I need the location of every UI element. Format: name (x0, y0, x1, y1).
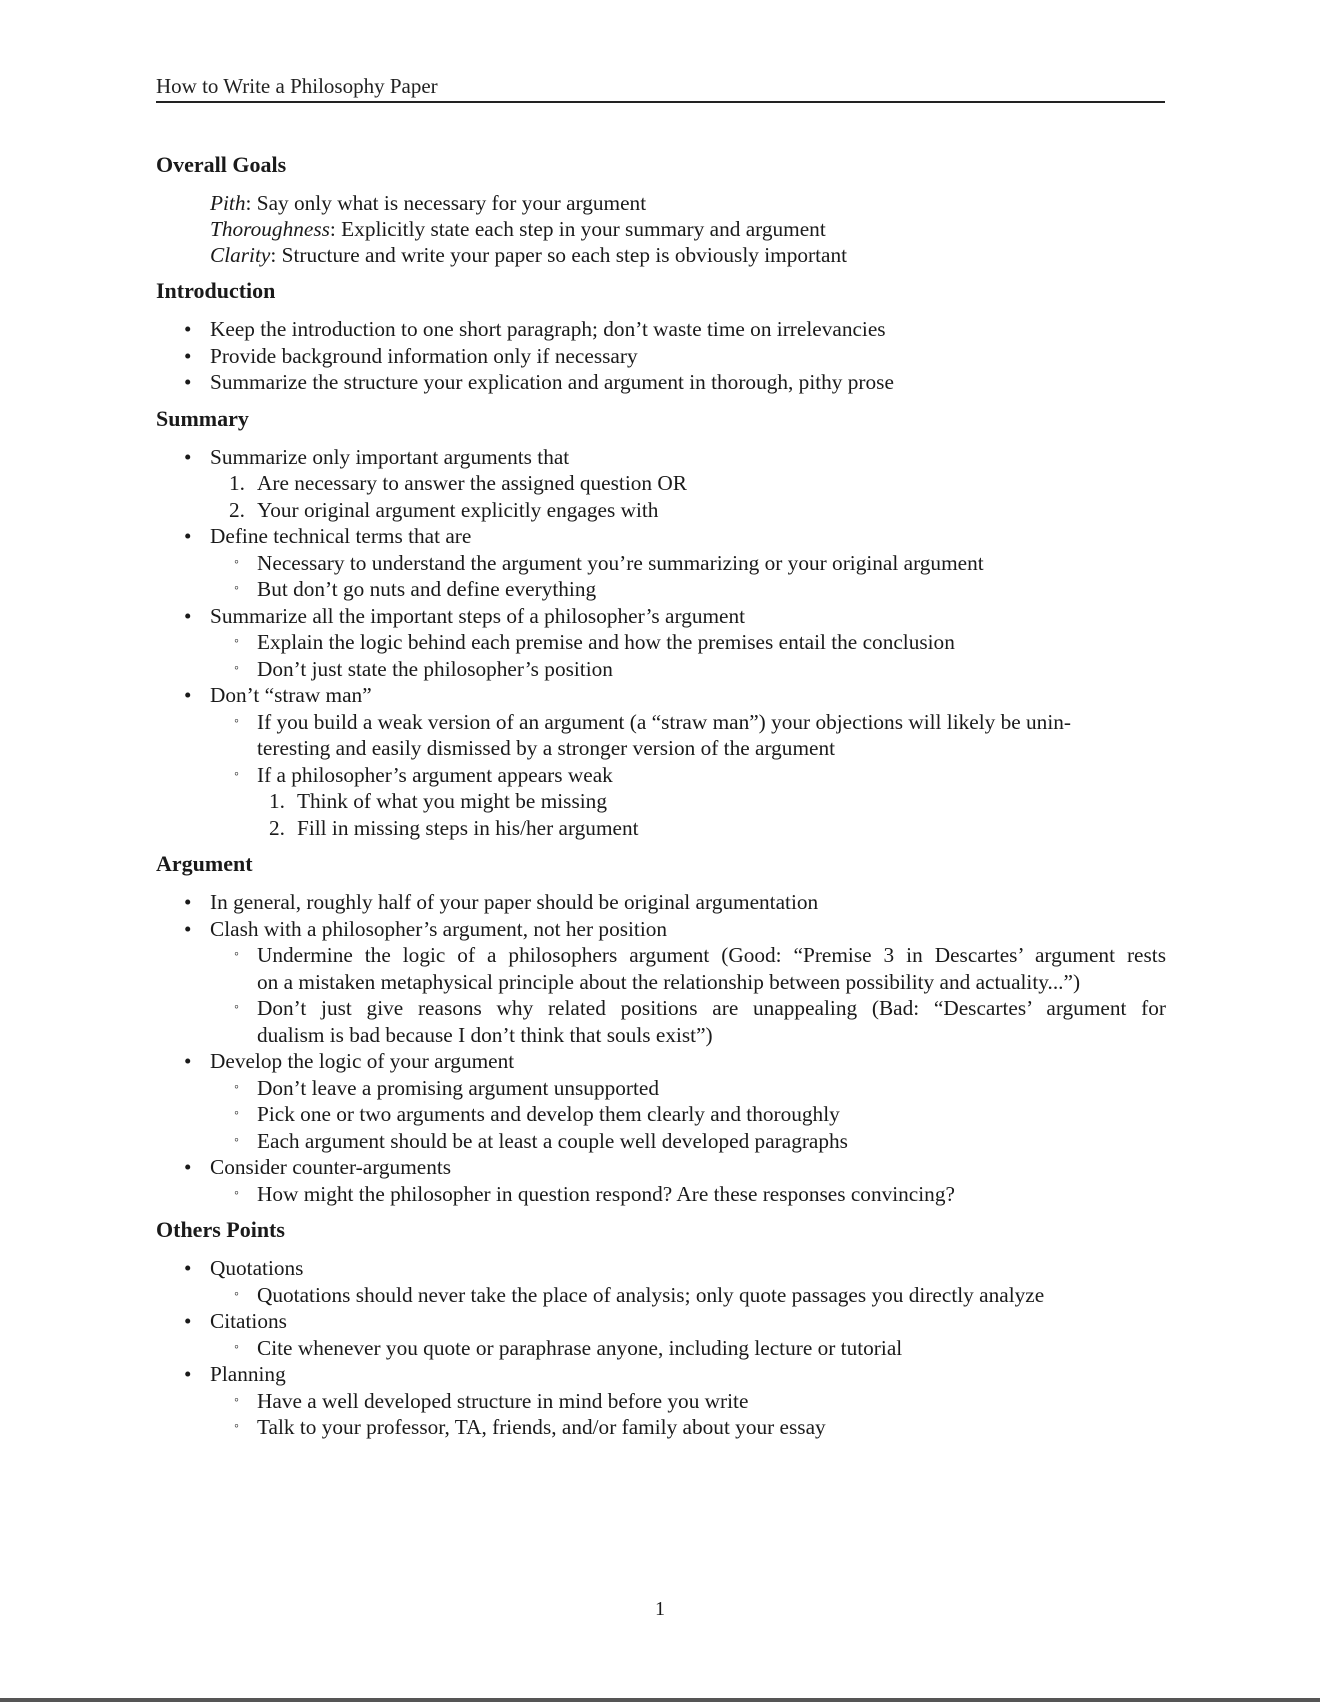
list-item-text: But don’t go nuts and define everything (257, 577, 597, 601)
goal-item (210, 242, 1166, 268)
section-other-points (156, 1217, 1166, 1441)
document-body (156, 152, 1166, 1451)
sub-item (210, 762, 1166, 842)
sub-item (210, 1335, 1166, 1362)
goal-term: Thoroughness (210, 217, 330, 241)
item-number: 2. (229, 497, 245, 522)
list-item (156, 1255, 1166, 1308)
list-item (156, 1048, 1166, 1154)
numbered-item (257, 788, 1166, 815)
list-item-text-continued: on a mistaken metaphysical principle about the relationship between possibility and actuality...”) (257, 969, 1081, 994)
section-overall-goals (156, 152, 1166, 268)
sub-item (210, 942, 1166, 995)
list-item-text: Necessary to understand the argument you’re summarizing or your original argument (257, 550, 984, 575)
bullet-icon: • (184, 317, 192, 341)
bullet-icon: • (184, 1155, 192, 1179)
list-item-text: Citations (210, 1309, 287, 1333)
page-number: 1 (655, 1598, 665, 1620)
bullet-icon: • (184, 1049, 192, 1073)
sub-item (210, 629, 1166, 656)
list-item-text-continued: dualism is bad because I don’t think that souls exist”) (257, 1022, 713, 1047)
item-number: 1. (269, 789, 285, 813)
section-heading: Summary (156, 405, 249, 431)
list-item-text: Cite whenever you quote or paraphrase anyone, including lecture or tutorial (257, 1335, 903, 1360)
sub-list (210, 1388, 1166, 1441)
list-item (156, 316, 1166, 343)
sub-item (210, 576, 1166, 603)
list-item-text: Clash with a philosopher’s argument, not her position (210, 916, 668, 941)
list-item-text: Summarize only important arguments that (210, 444, 570, 469)
list-item-text: Think of what you might be missing (297, 789, 607, 813)
goal-term: Pith (210, 191, 246, 215)
sub-item (210, 1075, 1166, 1102)
list-item (156, 603, 1166, 683)
sub-item (210, 1282, 1166, 1309)
list-item-text: Don’t leave a promising argument unsupported (257, 1075, 659, 1100)
bullet-icon: • (184, 683, 192, 707)
circle-bullet-icon: ◦ (234, 947, 239, 962)
section-argument (156, 851, 1166, 1207)
list-item-text: Your original argument explicitly engages with (257, 497, 659, 522)
circle-bullet-icon: ◦ (234, 1185, 239, 1201)
goal-item (210, 216, 1166, 242)
numbered-list (257, 788, 1166, 841)
circle-bullet-icon: ◦ (234, 1132, 239, 1148)
circle-bullet-icon: ◦ (234, 1392, 239, 1408)
list-item-text: If a philosopher’s argument appears weak (257, 762, 613, 787)
section-heading: Others Points (156, 1217, 285, 1242)
list-item-text: Quotations should never take the place of analysis; only quote passages you directly analyze (257, 1282, 1045, 1307)
page-bottom-edge (0, 1698, 1320, 1702)
list-item-text: Fill in missing steps in his/her argument (297, 815, 639, 840)
list-item-text: Define technical terms that are (210, 524, 472, 548)
list-item-text-continued: teresting and easily dismissed by a stronger version of the argument (257, 736, 836, 760)
list-item (156, 444, 1166, 524)
numbered-item (257, 815, 1166, 842)
circle-bullet-icon: ◦ (234, 1419, 239, 1434)
sub-list (210, 1075, 1166, 1155)
list-item-text: Summarize all the important steps of a philosopher’s argument (210, 603, 746, 628)
list-item (156, 369, 1166, 396)
list-item-text: Planning (210, 1362, 286, 1386)
bullet-icon: • (184, 444, 192, 469)
numbered-item (210, 470, 1166, 497)
circle-bullet-icon: ◦ (234, 1106, 239, 1121)
list-item-text: Explain the logic behind each premise and how the premises entail the conclusion (257, 630, 955, 654)
list-item-text: Provide background information only if necessary (210, 343, 638, 368)
sub-list (210, 550, 1166, 603)
goal-term: Clarity (210, 243, 271, 267)
sub-item (210, 995, 1166, 1048)
numbered-list (210, 470, 1166, 523)
sub-item (210, 656, 1166, 683)
sub-item (210, 1414, 1166, 1441)
list-item (156, 682, 1166, 841)
section-heading: Overall Goals (156, 152, 287, 177)
circle-bullet-icon: ◦ (234, 1339, 239, 1355)
sub-list (210, 942, 1166, 1048)
sub-item (210, 550, 1166, 577)
circle-bullet-icon: ◦ (234, 1000, 239, 1015)
circle-bullet-icon: ◦ (234, 581, 239, 596)
list-item-text: If you build a weak version of an argument (a “straw man”) your objections will likely be unin- (257, 709, 1071, 734)
list-item-text: How might the philosopher in question respond? Are these responses convincing? (257, 1181, 955, 1206)
sub-item (210, 709, 1166, 762)
list-item-text: Quotations (210, 1256, 304, 1280)
list-item-text: In general, roughly half of your paper should be original argumentation (210, 890, 819, 914)
list-item-text: Each argument should be at least a couple well developed paragraphs (257, 1128, 848, 1153)
bullet-list (156, 889, 1166, 1207)
list-item (156, 916, 1166, 1049)
goal-item (210, 190, 1166, 216)
list-item-text: Don’t “straw man” (210, 683, 372, 707)
list-item-text: Consider counter-arguments (210, 1155, 452, 1179)
bullet-icon: • (184, 1362, 192, 1386)
section-heading: Argument (156, 851, 253, 876)
sub-list (210, 1335, 1166, 1362)
list-item (156, 1361, 1166, 1441)
list-item (156, 1154, 1166, 1207)
circle-bullet-icon: ◦ (234, 660, 239, 676)
bullet-icon: • (184, 370, 192, 394)
circle-bullet-icon: ◦ (234, 766, 239, 782)
list-item-text: Don’t just give reasons why related positions are unappealing (Bad: “Descartes’ argument for (257, 996, 1166, 1020)
bullet-icon: • (184, 916, 192, 941)
circle-bullet-icon: ◦ (234, 1286, 239, 1302)
list-item (156, 343, 1166, 370)
bullet-list (156, 1255, 1166, 1441)
sub-item (210, 1101, 1166, 1128)
sub-list (210, 1181, 1166, 1208)
list-item-text: Are necessary to answer the assigned question OR (257, 471, 687, 495)
item-number: 2. (269, 815, 285, 840)
sub-item (210, 1181, 1166, 1208)
bullet-icon: • (184, 343, 192, 368)
bullet-icon: • (184, 603, 192, 628)
bullet-icon: • (184, 890, 192, 914)
numbered-item (210, 497, 1166, 524)
goals-list (210, 190, 1166, 268)
list-item-text: Talk to your professor, TA, friends, and/or family about your essay (257, 1415, 826, 1439)
bullet-list (156, 444, 1166, 842)
goal-text: : Say only what is necessary for your argument (245, 191, 647, 215)
list-item-text: Don’t just state the philosopher’s position (257, 656, 613, 681)
bullet-icon: • (184, 524, 192, 548)
item-number: 1. (229, 471, 245, 495)
list-item (156, 889, 1166, 916)
circle-bullet-icon: ◦ (234, 713, 239, 729)
goal-text: : Structure and write your paper so each step is obviously important (270, 243, 848, 267)
section-summary (156, 406, 1166, 842)
bullet-icon: • (184, 1256, 192, 1280)
circle-bullet-icon: ◦ (234, 554, 239, 570)
header-rule (156, 101, 1165, 103)
bullet-icon: • (184, 1309, 192, 1333)
section-introduction (156, 278, 1166, 396)
list-item-text: Undermine the logic of a philosophers argument (Good: “Premise 3 in Descartes’ argument rests (257, 943, 1166, 967)
list-item (156, 1308, 1166, 1361)
list-item-text: Pick one or two arguments and develop them clearly and thoroughly (257, 1102, 840, 1126)
sub-list (210, 709, 1166, 842)
running-header: How to Write a Philosophy Paper (156, 74, 438, 98)
list-item-text: Have a well developed structure in mind before you write (257, 1388, 749, 1413)
section-heading: Introduction (156, 278, 276, 303)
bullet-list (156, 316, 1166, 396)
sub-item (210, 1128, 1166, 1155)
list-item (156, 523, 1166, 603)
goal-text: : Explicitly state each step in your summary and argument (329, 217, 826, 241)
list-item-text: Develop the logic of your argument (210, 1049, 515, 1073)
sub-list (210, 1282, 1166, 1309)
circle-bullet-icon: ◦ (234, 1079, 239, 1095)
list-item-text: Summarize the structure your explication and argument in thorough, pithy prose (210, 370, 894, 394)
sub-item (210, 1388, 1166, 1415)
list-item-text: Keep the introduction to one short paragraph; don’t waste time on irrelevancies (210, 317, 886, 341)
circle-bullet-icon: ◦ (234, 634, 239, 649)
sub-list (210, 629, 1166, 682)
